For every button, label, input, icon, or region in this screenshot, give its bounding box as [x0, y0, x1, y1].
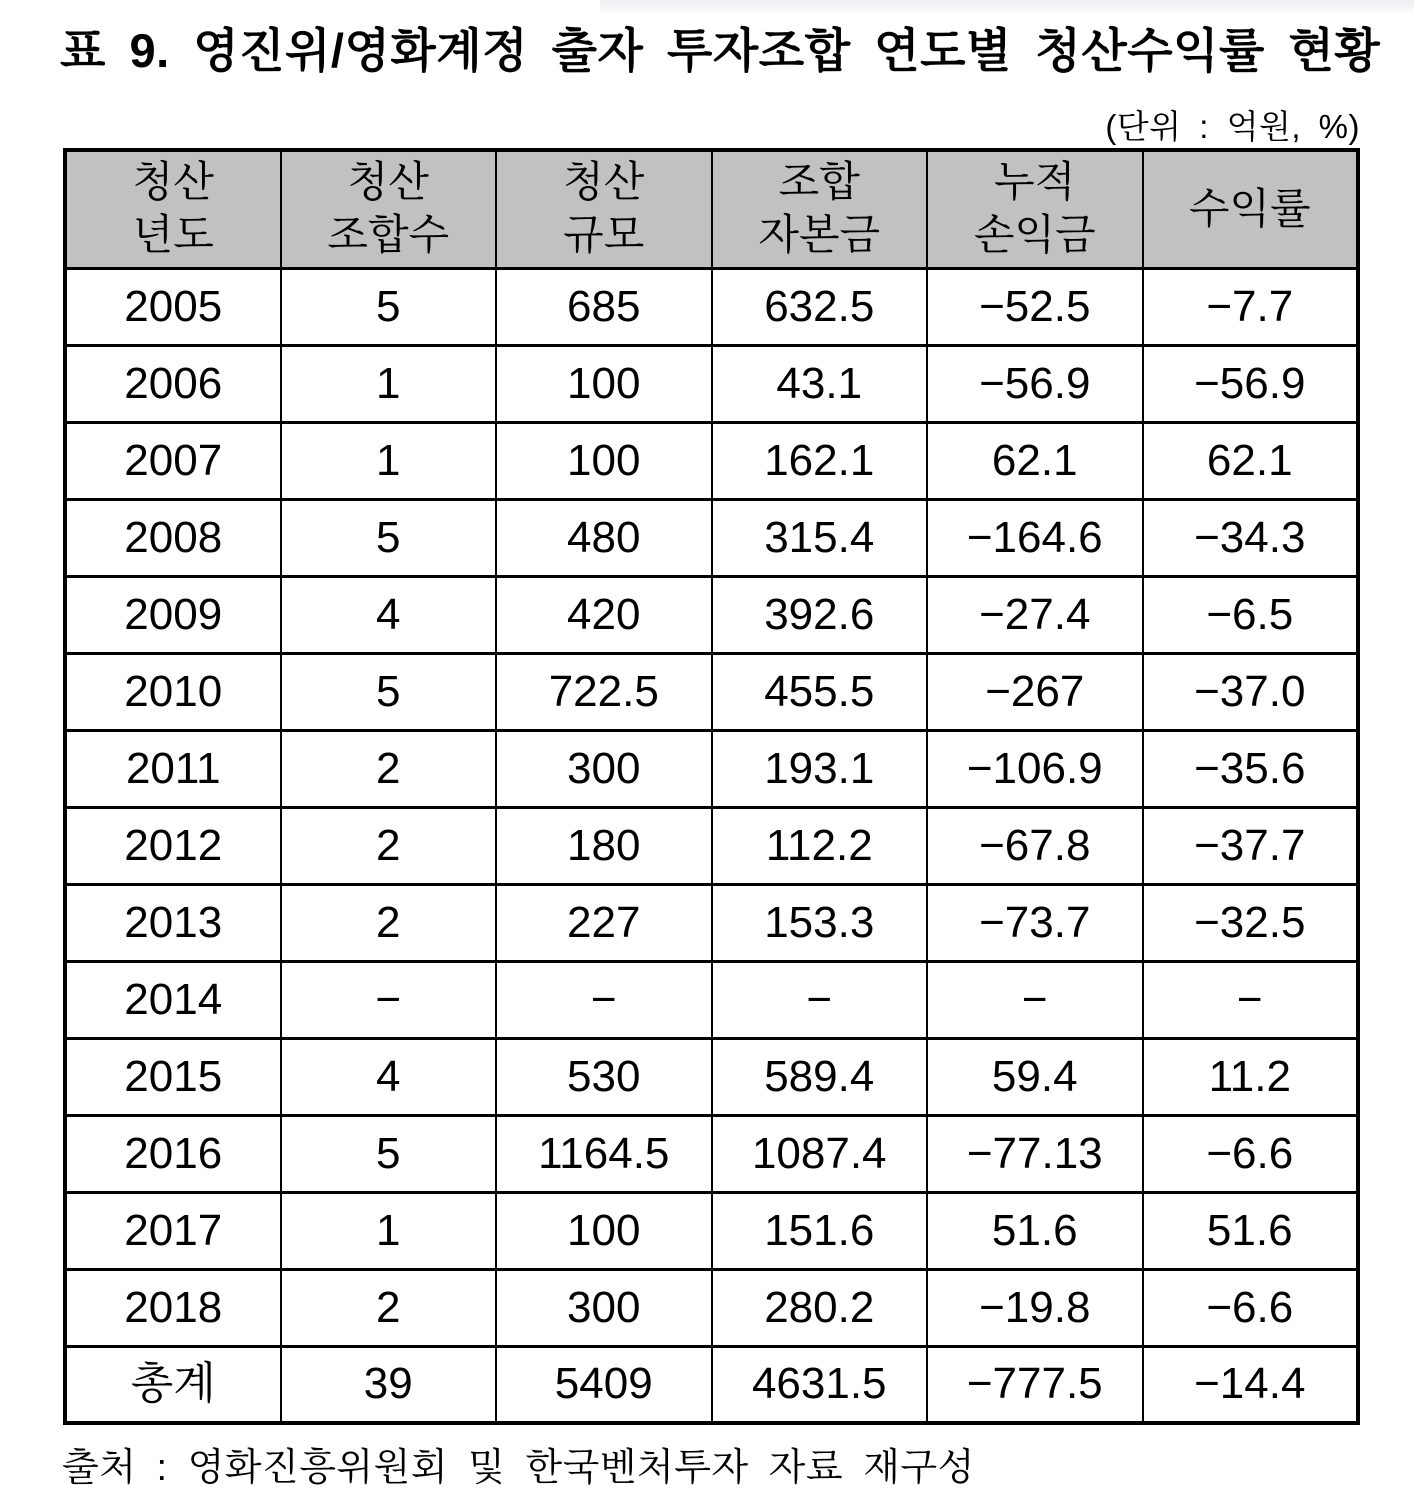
liquidation-returns-table: [63, 148, 1360, 1425]
table-cell-r4-c0: 2009: [65, 576, 281, 653]
column-header-line: 누적: [994, 158, 1076, 206]
table-cell-r0-c5: −7.7: [1143, 268, 1359, 345]
table-cell-r14-c2: 5409: [496, 1346, 712, 1423]
table-cell-r1-c3: 43.1: [712, 345, 928, 422]
table-row: [65, 345, 1358, 422]
table-row: [65, 422, 1358, 499]
table-cell-r1-c0: 2006: [65, 345, 281, 422]
column-header-line: 청산: [347, 158, 429, 206]
table-cell-r7-c5: −37.7: [1143, 807, 1359, 884]
table-cell-r6-c4: −106.9: [927, 730, 1143, 807]
table-cell-r0-c1: 5: [281, 268, 497, 345]
column-header-4: [927, 150, 1143, 268]
table-cell-r10-c4: 59.4: [927, 1038, 1143, 1115]
table-cell-r14-c0: 총계: [65, 1346, 281, 1423]
table-cell-r9-c1: −: [281, 961, 497, 1038]
table-row: [65, 807, 1358, 884]
table-cell-r0-c2: 685: [496, 268, 712, 345]
table-head: [65, 150, 1358, 268]
table-cell-r12-c5: 51.6: [1143, 1192, 1359, 1269]
column-header-line: 조합: [778, 158, 860, 206]
table-cell-r12-c3: 151.6: [712, 1192, 928, 1269]
table-cell-r4-c4: −27.4: [927, 576, 1143, 653]
table-cell-r12-c4: 51.6: [927, 1192, 1143, 1269]
table-cell-r11-c2: 1164.5: [496, 1115, 712, 1192]
table-cell-r11-c5: −6.6: [1143, 1115, 1359, 1192]
column-header-line: 청산: [563, 158, 645, 206]
table-row: [65, 268, 1358, 345]
table-cell-r11-c1: 5: [281, 1115, 497, 1192]
table-cell-r14-c5: −14.4: [1143, 1346, 1359, 1423]
table-cell-r12-c1: 1: [281, 1192, 497, 1269]
table-cell-r2-c3: 162.1: [712, 422, 928, 499]
table-cell-r1-c5: −56.9: [1143, 345, 1359, 422]
table-cell-r14-c3: 4631.5: [712, 1346, 928, 1423]
table-cell-r13-c0: 2018: [65, 1269, 281, 1346]
table-cell-r6-c3: 193.1: [712, 730, 928, 807]
header-row: [65, 150, 1358, 268]
table-row: [65, 884, 1358, 961]
column-header-line: 조합수: [327, 211, 450, 259]
table-cell-r0-c4: −52.5: [927, 268, 1143, 345]
table-cell-r12-c0: 2017: [65, 1192, 281, 1269]
table-cell-r7-c3: 112.2: [712, 807, 928, 884]
table-cell-r0-c0: 2005: [65, 268, 281, 345]
table-cell-r7-c1: 2: [281, 807, 497, 884]
table-cell-r2-c1: 1: [281, 422, 497, 499]
source-note: 출처 : 영화진흥위원회 및 한국벤처투자 자료 재구성: [62, 1447, 975, 1489]
table-row: [65, 576, 1358, 653]
table-cell-r13-c2: 300: [496, 1269, 712, 1346]
table-cell-r10-c3: 589.4: [712, 1038, 928, 1115]
table-cell-r3-c5: −34.3: [1143, 499, 1359, 576]
column-header-line: 손익금: [973, 211, 1096, 259]
table-cell-r8-c3: 153.3: [712, 884, 928, 961]
table-row: [65, 499, 1358, 576]
table-cell-r8-c4: −73.7: [927, 884, 1143, 961]
table-cell-r8-c5: −32.5: [1143, 884, 1359, 961]
table-cell-r6-c0: 2011: [65, 730, 281, 807]
table-cell-r2-c2: 100: [496, 422, 712, 499]
table-cell-r4-c5: −6.5: [1143, 576, 1359, 653]
column-header-3: [712, 150, 928, 268]
table-cell-r5-c1: 5: [281, 653, 497, 730]
table-cell-r3-c3: 315.4: [712, 499, 928, 576]
unit-note: (단위 : 억원, %): [1105, 108, 1360, 145]
column-header-line: 수익률: [1188, 184, 1311, 232]
table-row: [65, 1192, 1358, 1269]
table-cell-r1-c2: 100: [496, 345, 712, 422]
table-cell-r2-c5: 62.1: [1143, 422, 1359, 499]
column-header-line: 규모: [563, 211, 645, 259]
table-cell-r8-c2: 227: [496, 884, 712, 961]
table-cell-r4-c2: 420: [496, 576, 712, 653]
table-cell-r3-c2: 480: [496, 499, 712, 576]
table-cell-r9-c5: −: [1143, 961, 1359, 1038]
column-header-0: [65, 150, 281, 268]
table-cell-r9-c0: 2014: [65, 961, 281, 1038]
column-header-5: [1143, 150, 1359, 268]
table-row: [65, 653, 1358, 730]
table-cell-r1-c4: −56.9: [927, 345, 1143, 422]
table-cell-r4-c3: 392.6: [712, 576, 928, 653]
table-row: [65, 1038, 1358, 1115]
table-cell-r10-c2: 530: [496, 1038, 712, 1115]
table-cell-r6-c1: 2: [281, 730, 497, 807]
table-cell-r2-c0: 2007: [65, 422, 281, 499]
table-cell-r1-c1: 1: [281, 345, 497, 422]
table-cell-r5-c2: 722.5: [496, 653, 712, 730]
table-cell-r13-c1: 2: [281, 1269, 497, 1346]
table-cell-r13-c4: −19.8: [927, 1269, 1143, 1346]
table-cell-r3-c4: −164.6: [927, 499, 1143, 576]
table-cell-r13-c5: −6.6: [1143, 1269, 1359, 1346]
table-cell-r14-c4: −777.5: [927, 1346, 1143, 1423]
scan-shade-artifact: [600, 0, 1414, 16]
table-cell-r7-c4: −67.8: [927, 807, 1143, 884]
table-cell-r11-c4: −77.13: [927, 1115, 1143, 1192]
table-cell-r6-c2: 300: [496, 730, 712, 807]
table-cell-r10-c0: 2015: [65, 1038, 281, 1115]
table-cell-r11-c3: 1087.4: [712, 1115, 928, 1192]
table-cell-r12-c2: 100: [496, 1192, 712, 1269]
table-cell-r7-c2: 180: [496, 807, 712, 884]
table-row: [65, 1115, 1358, 1192]
column-header-line: 자본금: [758, 211, 881, 259]
table-cell-r9-c3: −: [712, 961, 928, 1038]
table-row: [65, 961, 1358, 1038]
column-header-2: [496, 150, 712, 268]
table-row: [65, 1269, 1358, 1346]
table-row: [65, 730, 1358, 807]
total-row: [65, 1346, 1358, 1423]
table-title: 표 9. 영진위/영화계정 출자 투자조합 연도별 청산수익률 현황: [60, 24, 1381, 77]
table-cell-r9-c2: −: [496, 961, 712, 1038]
table-cell-r3-c0: 2008: [65, 499, 281, 576]
table-cell-r9-c4: −: [927, 961, 1143, 1038]
table-cell-r4-c1: 4: [281, 576, 497, 653]
table-cell-r11-c0: 2016: [65, 1115, 281, 1192]
table-cell-r5-c0: 2010: [65, 653, 281, 730]
table-cell-r8-c0: 2013: [65, 884, 281, 961]
table-cell-r8-c1: 2: [281, 884, 497, 961]
table-cell-r10-c5: 11.2: [1143, 1038, 1359, 1115]
table-cell-r5-c4: −267: [927, 653, 1143, 730]
table-cell-r10-c1: 4: [281, 1038, 497, 1115]
column-header-line: 년도: [132, 211, 214, 259]
table-cell-r5-c3: 455.5: [712, 653, 928, 730]
column-header-line: 청산: [132, 158, 214, 206]
table-cell-r5-c5: −37.0: [1143, 653, 1359, 730]
table-cell-r2-c4: 62.1: [927, 422, 1143, 499]
table-cell-r0-c3: 632.5: [712, 268, 928, 345]
table-cell-r7-c0: 2012: [65, 807, 281, 884]
table-cell-r6-c5: −35.6: [1143, 730, 1359, 807]
table-cell-r3-c1: 5: [281, 499, 497, 576]
table-body: [65, 268, 1358, 1423]
table-cell-r13-c3: 280.2: [712, 1269, 928, 1346]
column-header-1: [281, 150, 497, 268]
table-cell-r14-c1: 39: [281, 1346, 497, 1423]
